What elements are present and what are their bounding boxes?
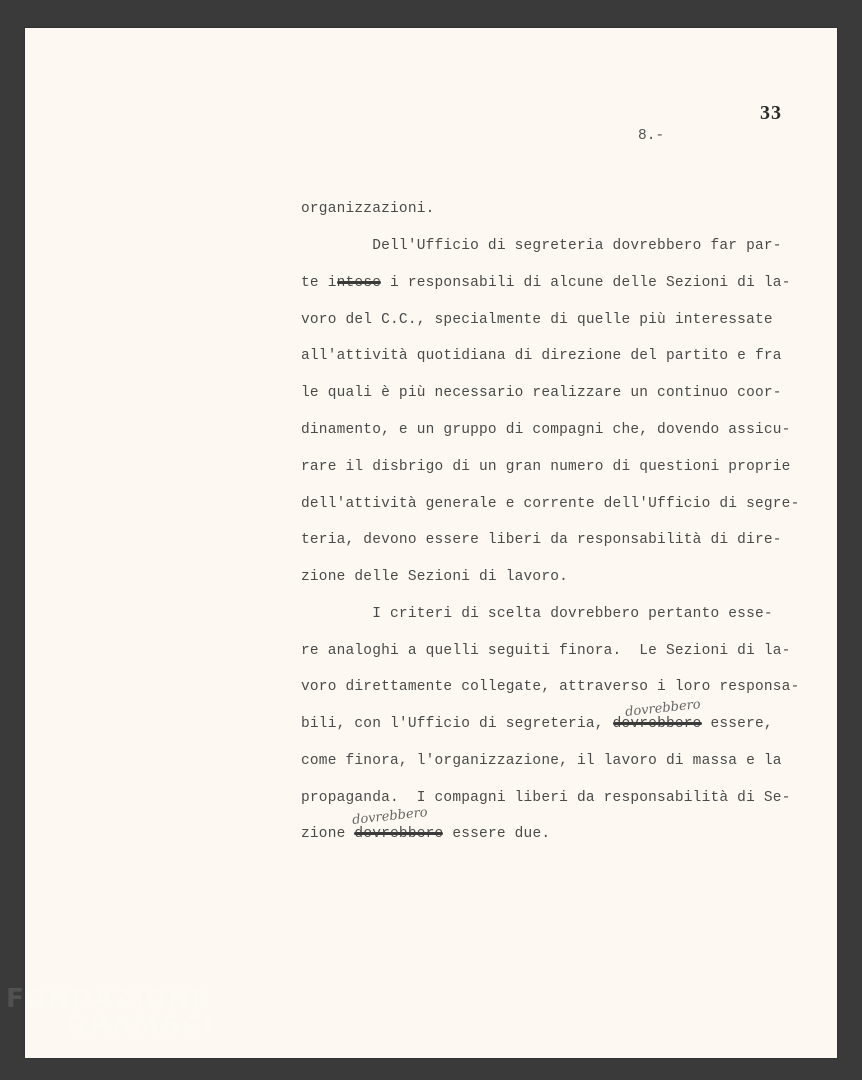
text-line-with-correction bbox=[301, 826, 550, 842]
text-line-with-correction bbox=[301, 275, 791, 291]
text-line: all'attività quotidiana di direzione del partito e fra bbox=[301, 348, 782, 364]
text-line: zione delle Sezioni di lavoro. bbox=[301, 569, 569, 585]
strike-mark bbox=[613, 722, 702, 725]
text-line: Dell'Ufficio di segreteria dovrebbero far par- bbox=[301, 238, 782, 254]
text-line: come finora, l'organizzazione, il lavoro di massa e la bbox=[301, 753, 782, 769]
handwritten-correction: dovrebbero bbox=[624, 697, 702, 720]
text-line: dell'attività generale e corrente dell'Ufficio di segre- bbox=[301, 496, 800, 512]
text-fragment: essere, bbox=[701, 716, 773, 732]
text-fragment: zione bbox=[301, 826, 355, 842]
text-line: voro direttamente collegate, attraverso i loro responsa- bbox=[301, 679, 800, 695]
watermark-line: GRAMSCI bbox=[66, 1011, 215, 1042]
strike-mark bbox=[354, 832, 443, 835]
text-fragment: bili, con l'Ufficio di segreteria, bbox=[301, 716, 613, 732]
text-line-with-correction bbox=[301, 716, 773, 732]
text-line: propaganda. I compagni liberi da responsabilità di Se- bbox=[301, 790, 791, 806]
struck-word bbox=[337, 275, 382, 291]
archive-watermark bbox=[6, 986, 215, 1041]
archive-page-stamp: 33 bbox=[760, 102, 782, 124]
text-line: I criteri di scelta dovrebbero pertanto esse- bbox=[301, 606, 773, 622]
handwritten-correction: dovrebbero bbox=[351, 805, 429, 828]
text-fragment: essere due. bbox=[443, 826, 551, 842]
text-line: rare il disbrigo di un gran numero di questioni proprie bbox=[301, 459, 791, 475]
text-fragment: i responsabili di alcune delle Sezioni di la- bbox=[381, 275, 791, 291]
watermark-line: FONDAZIONE bbox=[6, 984, 210, 1014]
struck-word bbox=[354, 826, 443, 842]
text-line: organizzazioni. bbox=[301, 201, 435, 217]
typed-page-number: 8.- bbox=[638, 128, 665, 144]
strike-mark bbox=[337, 281, 382, 284]
text-fragment: te i bbox=[301, 275, 337, 291]
text-line: dinamento, e un gruppo di compagni che, dovendo assicu- bbox=[301, 422, 791, 438]
text-line: teria, devono essere liberi da responsabilità di dire- bbox=[301, 532, 782, 548]
text-line: re analoghi a quelli seguiti finora. Le Sezioni di la- bbox=[301, 643, 791, 659]
text-line: le quali è più necessario realizzare un continuo coor- bbox=[301, 385, 782, 401]
text-line: voro del C.C., specialmente di quelle più interessate bbox=[301, 312, 773, 328]
